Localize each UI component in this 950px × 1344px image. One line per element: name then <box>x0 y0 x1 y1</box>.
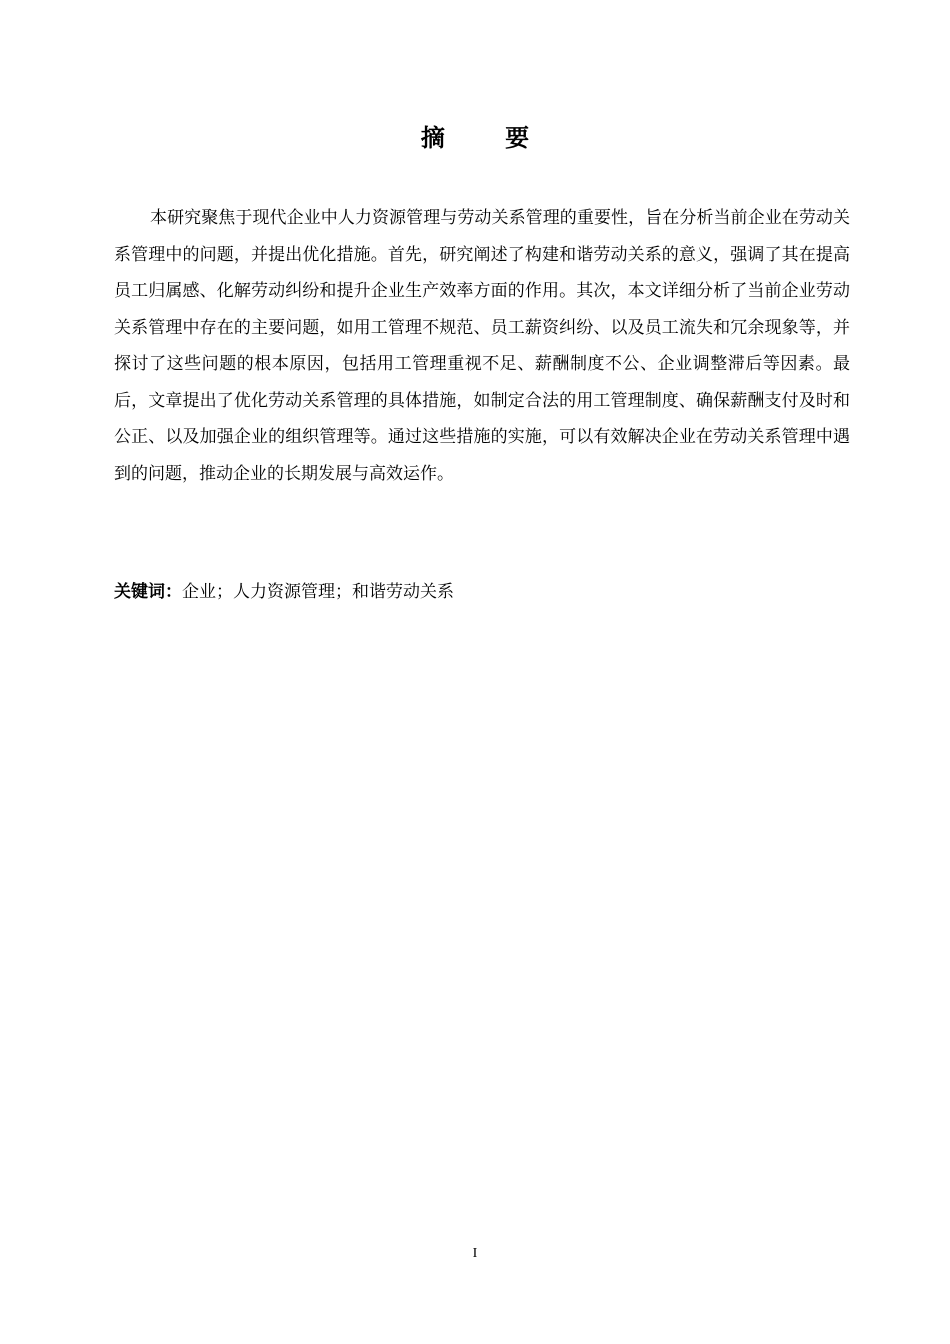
abstract-paragraph: 本研究聚焦于现代企业中人力资源管理与劳动关系管理的重要性，旨在分析当前企业在劳动关系管理中的问题，并提出优化措施。首先，研究阐述了构建和谐劳动关系的意义，强调了其在提高员工归属感、化解劳动纠纷和提升企业生产效率方面的作用。其次，本文详细分析了当前企业劳动关系管理中存在的主要问题，如用工管理不规范、员工薪资纠纷、以及员工流失和冗余现象等，并探讨了这些问题的根本原因，包括用工管理重视不足、薪酬制度不公、企业调整滞后等因素。最后，文章提出了优化劳动关系管理的具体措施，如制定合法的用工管理制度、确保薪酬支付及时和公正、以及加强企业的组织管理等。通过这些措施的实施，可以有效解决企业在劳动关系管理中遇到的问题，推动企业的长期发展与高效运作。 <box>114 208 850 484</box>
keywords-value: 企业；人力资源管理；和谐劳动关系 <box>182 582 454 602</box>
keywords-label: 关键词： <box>114 582 182 602</box>
page-title: 摘 要 <box>420 124 556 152</box>
keywords-line <box>114 574 850 610</box>
page-number: I <box>472 1246 478 1261</box>
